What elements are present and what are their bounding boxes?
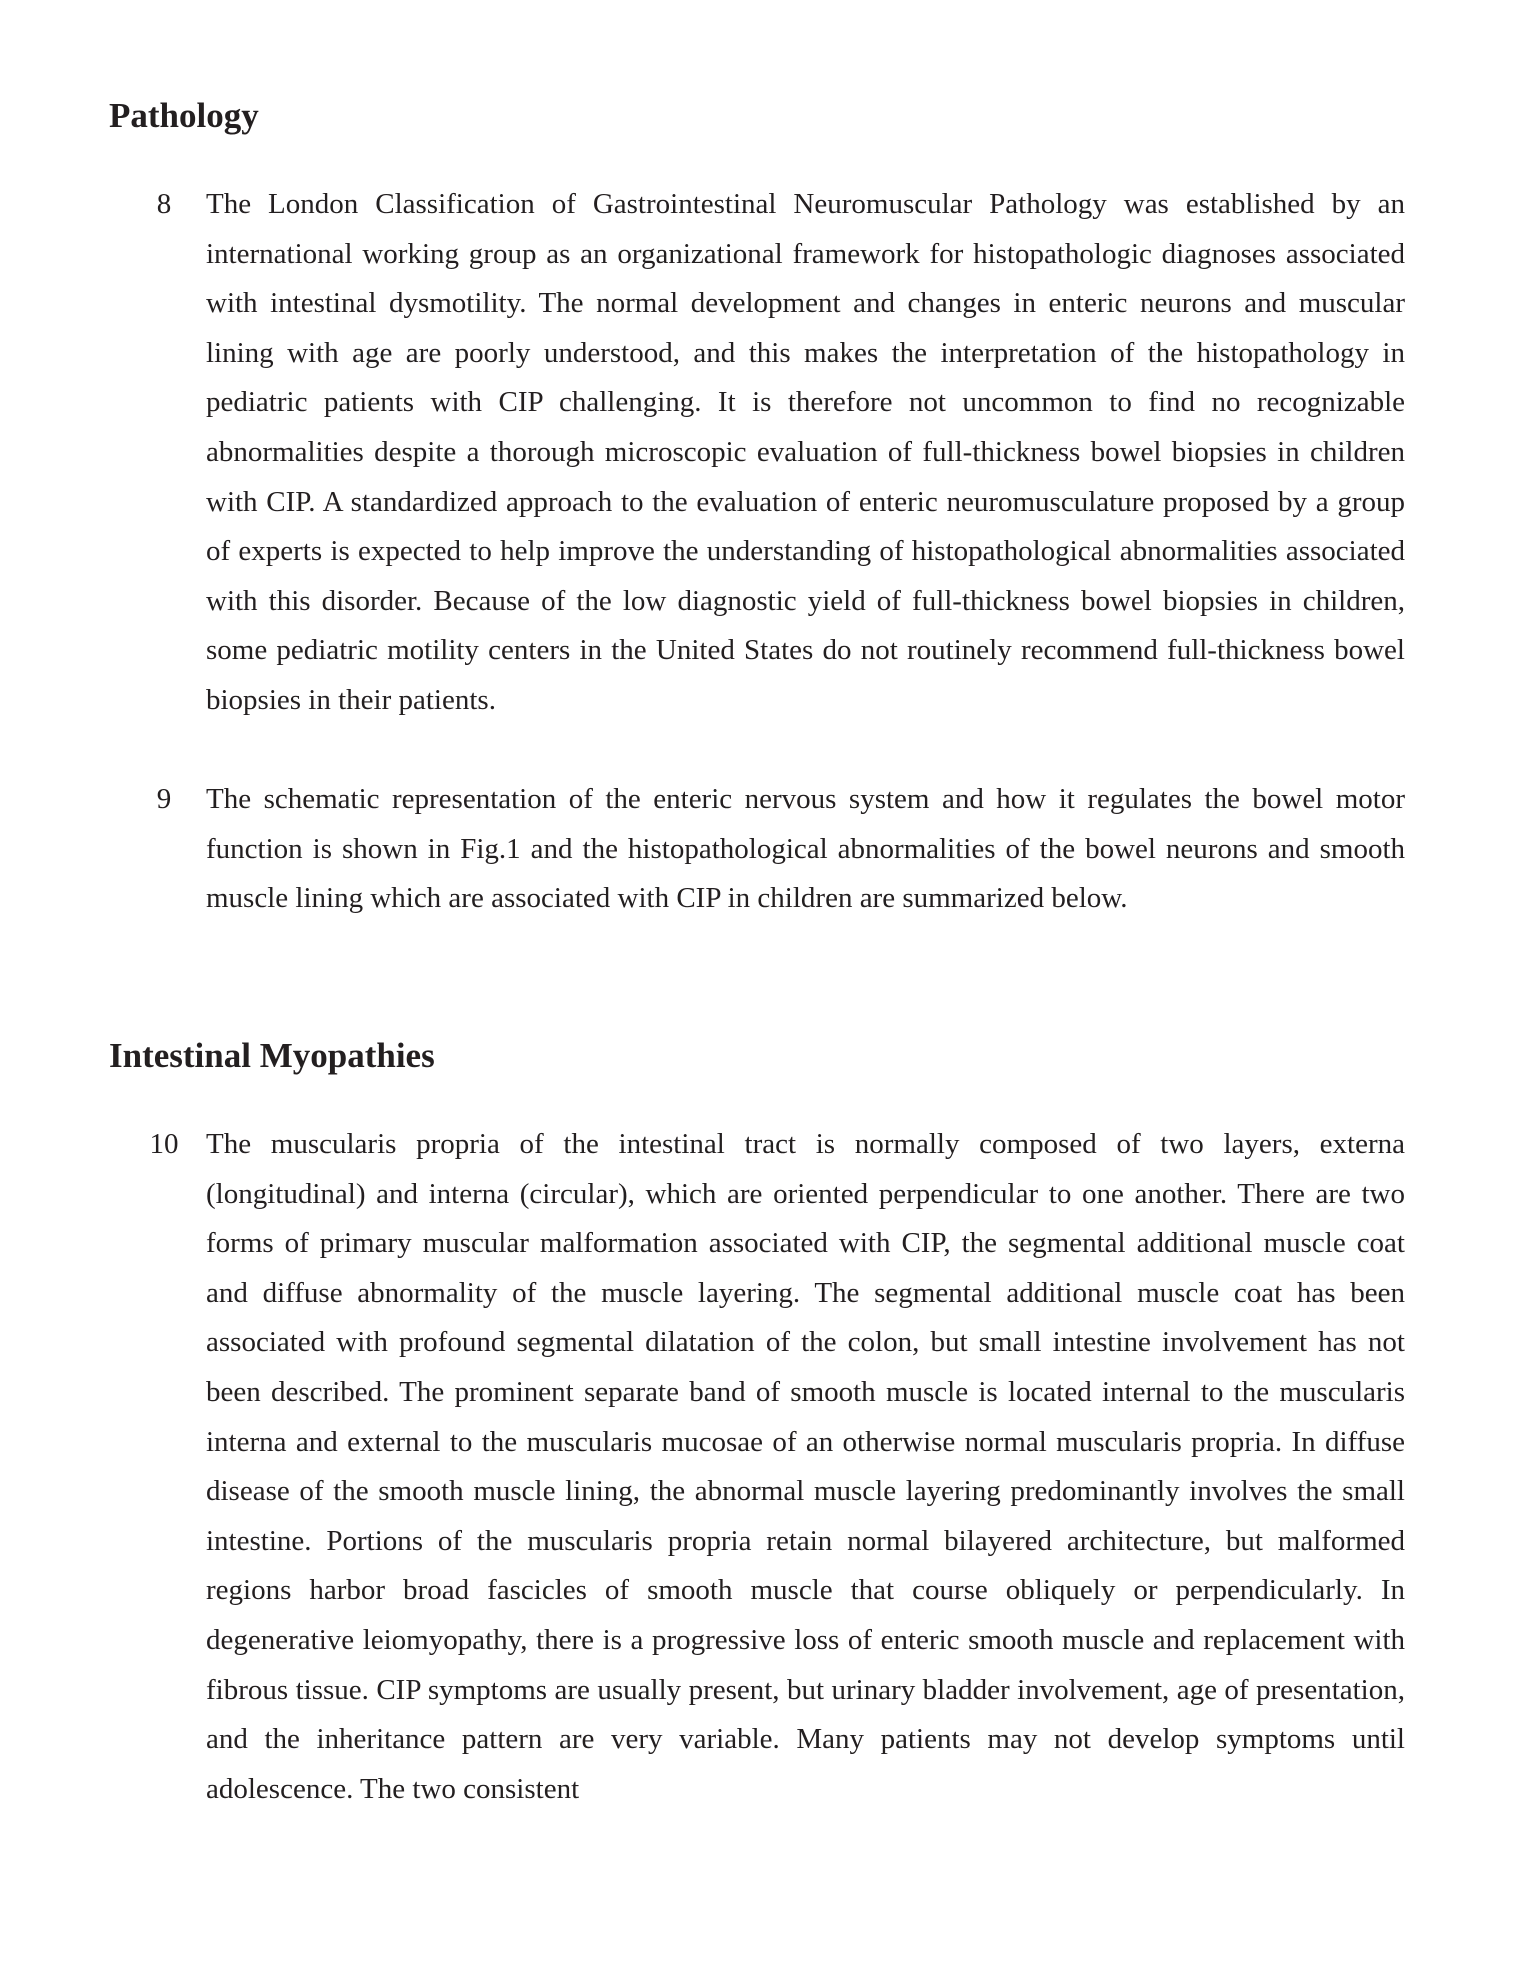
paragraph-number: 10 [149, 1128, 179, 1160]
section-heading-intestinal-myopathies: Intestinal Myopathies [109, 1036, 435, 1075]
paragraph-text: The London Classification of Gastrointestinal Neuromuscular Pathology was established by an international working group as an organizational framework for histopathologic diagnoses associated with intestinal dysmotility. The normal development and changes in enteric neurons and muscular lining with age are poorly understood, and this makes the interpretation of the histopathology in pediatric patients with CIP challenging. It is therefore not uncommon to find no recognizable abnormalities despite a thorough microscopic evaluation of full-thickness bowel biopsies in children with CIP. A standardized approach to the evaluation of enteric neuromusculature proposed by a group of experts is expected to help improve the understanding of histopathological abnormalities associated with this disorder. Because of the low diagnostic yield of full-thickness bowel biopsies in children, some pediatric motility centers in the United States do not routinely recommend full-thickness bowel biopsies in their patients. [206, 188, 1405, 716]
paragraph-number: 9 [156, 783, 172, 815]
section-heading-pathology: Pathology [109, 96, 259, 135]
paragraph-text: The muscularis propria of the intestinal tract is normally composed of two layers, externa (longitudinal) and interna (circular), which are oriented perpendicular to one another. There are two forms of primary muscular malformation associated with CIP, the segmental additional muscle coat and diffuse abnormality of the muscle layering. The segmental additional muscle coat has been associated with profound segmental dilatation of the colon, but small intestine involvement has not been described. The prominent separate band of smooth muscle is located internal to the muscularis interna and external to the muscularis mucosae of an otherwise normal muscularis propria. In diffuse disease of the smooth muscle lining, the abnormal muscle layering predominantly involves the small intestine. Portions of the muscularis propria retain normal bilayered architecture, but malformed regions harbor broad fascicles of smooth muscle that course obliquely or perpendicularly. In degenerative leiomyopathy, there is a progressive loss of enteric smooth muscle and replacement with fibrous tissue. CIP symptoms are usually present, but urinary bladder involvement, age of presentation, and the inheritance pattern are very variable. Many patients may not develop symptoms until adolescence. The two consistent [206, 1128, 1405, 1805]
paragraph-number: 8 [156, 188, 172, 220]
paragraph-text: The schematic representation of the enteric nervous system and how it regulates the bowel motor function is shown in Fig.1 and the histopathological abnormalities of the bowel neurons and smooth muscle lining which are associated with CIP in children are summarized below. [206, 783, 1405, 915]
